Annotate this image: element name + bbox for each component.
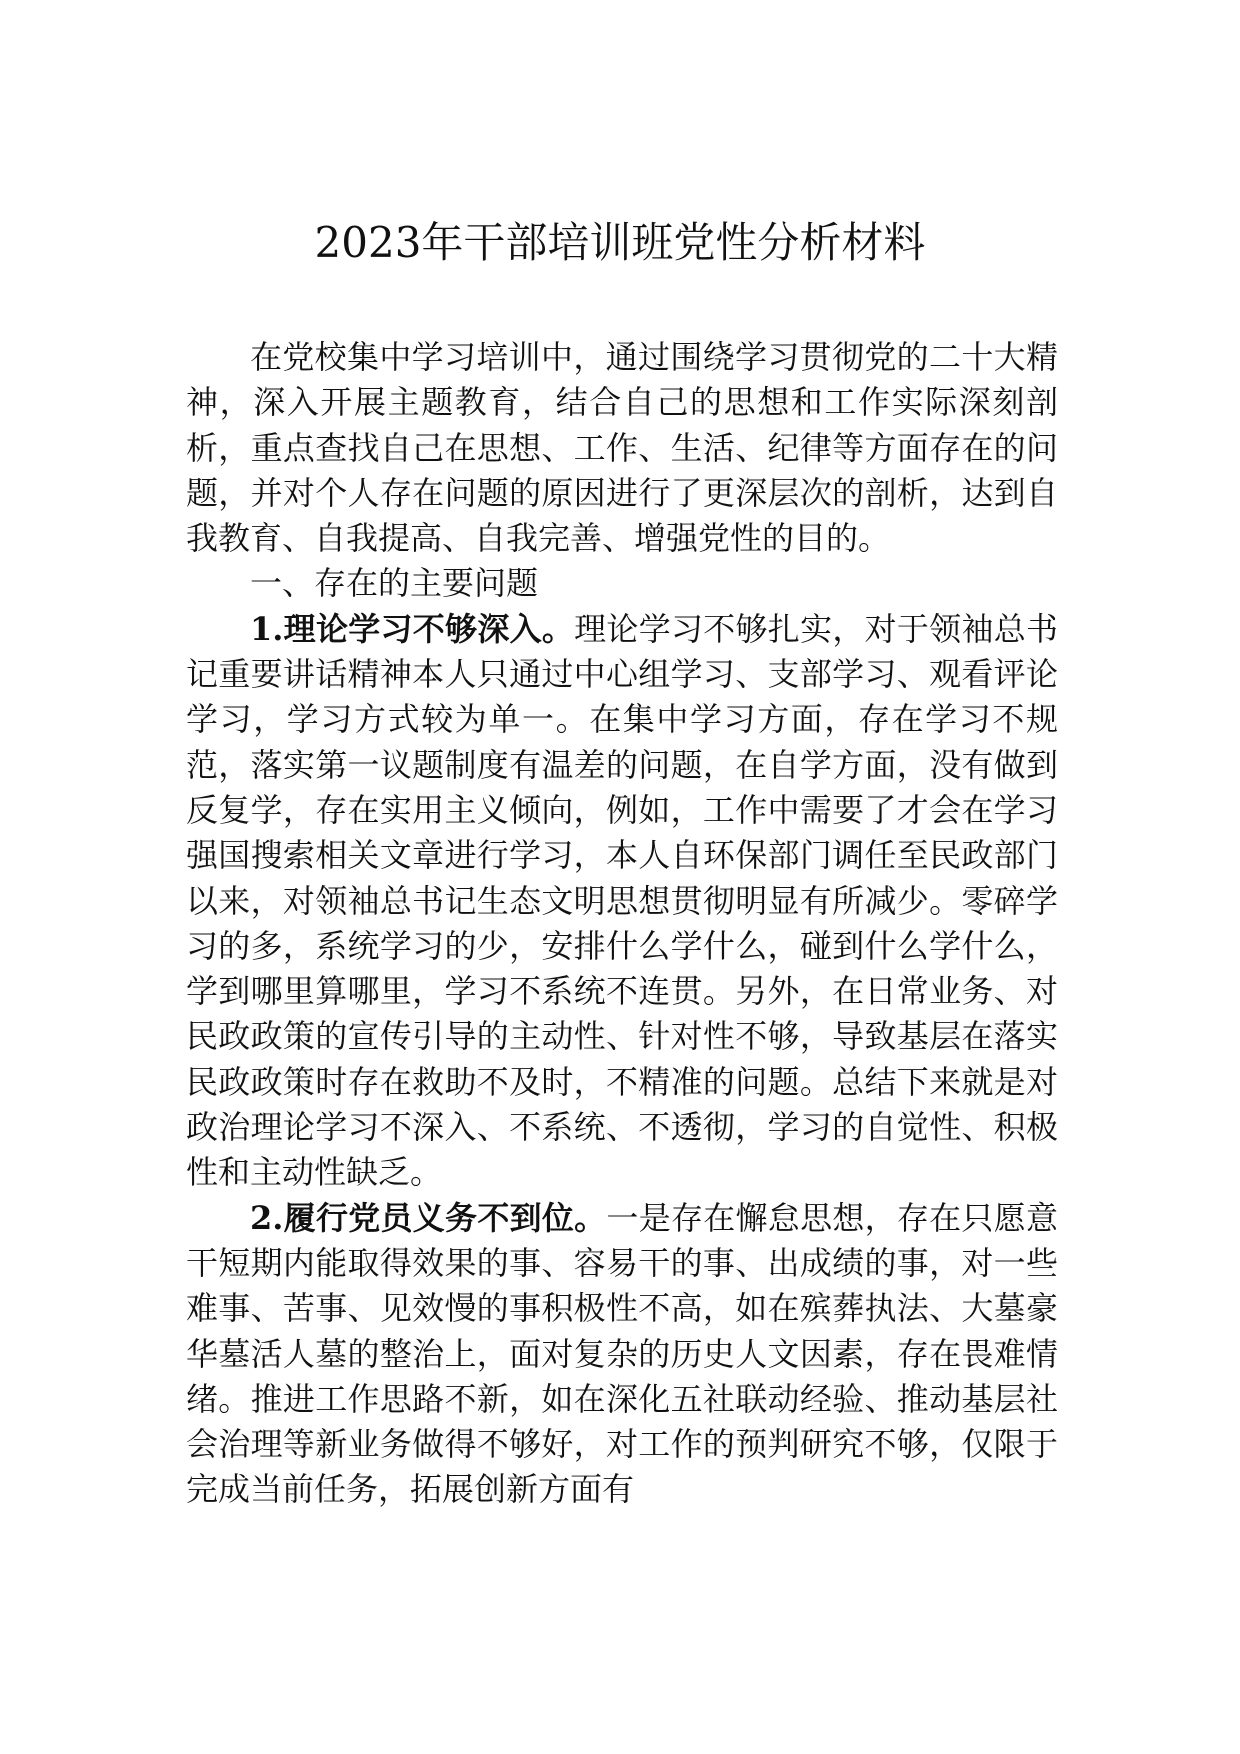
item-body-2: 一是存在懈怠思想，存在只愿意干短期内能取得效果的事、容易干的事、出成绩的事，对一些难事、苦事、见效慢的事积极性不高，如在殡葬执法、大墓豪华墓活人墓的整治上，面对复杂的历史人文因素，存在畏难情绪。推进工作思路不新，如在深化五社联动经验、推动基层社会治理等新业务做得不够好，对工作的预判研究不够，仅限于完成当前任务，拓展创新方面有	[186, 1198, 1058, 1509]
document-body	[186, 335, 1058, 1513]
document-title: 2023年干部培训班党性分析材料	[314, 218, 926, 267]
item-body-1: 理论学习不够扎实，对于领袖总书记重要讲话精神本人只通过中心组学习、支部学习、观看评论学习，学习方式较为单一。在集中学习方面，存在学习不规范，落实第一议题制度有温差的问题，在自学方面，没有做到反复学，存在实用主义倾向，例如，工作中需要了才会在学习强国搜索相关文章进行学习，本人自环保部门调任至民政部门以来，对领袖总书记生态文明思想贯彻明显有所减少。零碎学习的多，系统学习的少，安排什么学什么，碰到什么学什么，学到哪里算哪里，学习不系统不连贯。另外，在日常业务、对民政政策的宣传引导的主动性、针对性不够，导致基层在落实民政政策时存在救助不及时，不精准的问题。总结下来就是对政治理论学习不深入、不系统、不透彻，学习的自觉性、积极性和主动性缺乏。	[186, 609, 1058, 1192]
intro-paragraph: 在党校集中学习培训中，通过围绕学习贯彻党的二十大精神，深入开展主题教育，结合自己的思想和工作实际深刻剖析，重点查找自己在思想、工作、生活、纪律等方面存在的问题，并对个人存在问题的原因进行了更深层次的剖析，达到自我教育、自我提高、自我完善、增强党性的目的。	[186, 338, 1058, 558]
item-lead-text-2: 履行党员义务不到位。	[283, 1198, 607, 1237]
item-paragraph-1	[186, 607, 1058, 1196]
item-lead-2	[250, 1199, 606, 1237]
section-heading: 一、存在的主要问题	[250, 564, 539, 603]
item-number-2: 2.	[250, 1198, 284, 1237]
item-number-1: 1.	[250, 609, 284, 648]
item-lead-text-1: 理论学习不够深入。	[283, 609, 575, 648]
item-lead-1	[250, 610, 574, 648]
item-paragraph-2	[186, 1196, 1058, 1513]
